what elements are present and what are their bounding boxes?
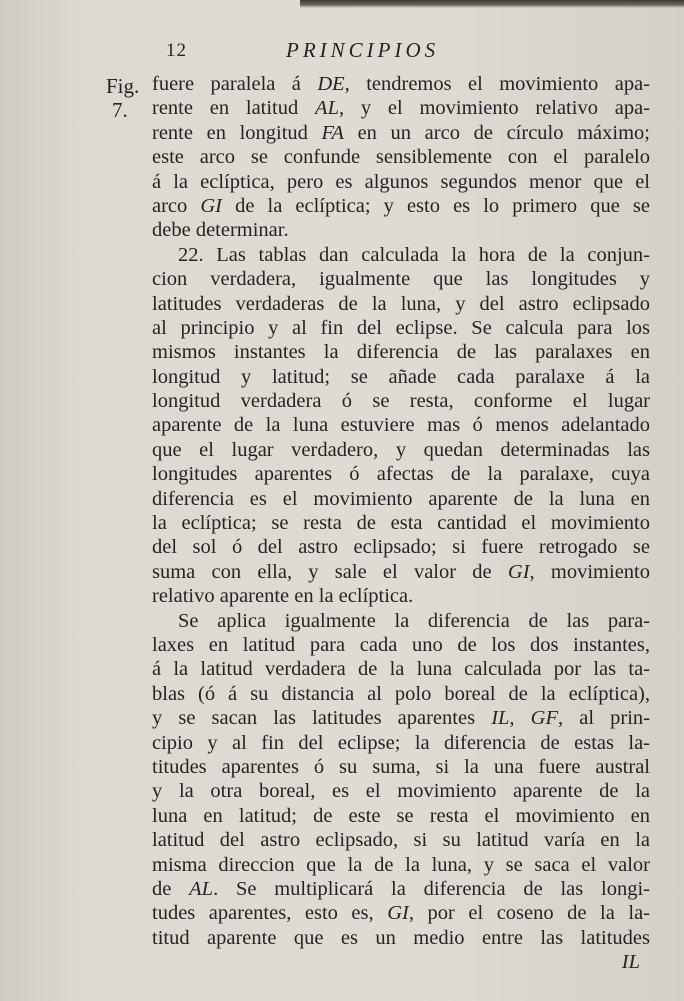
text-line: rente en longitud FA en un arco de círculo máximo; <box>152 121 650 144</box>
text-line: suma con ella, y sale el valor de GI, movimiento <box>152 560 650 583</box>
text-line: latitudes verdaderas de la luna, y del astro eclipsado <box>152 292 650 315</box>
text-line: longitudes aparentes ó afectas de la paralaxe, cuya <box>152 463 650 486</box>
page-top-edge <box>300 0 684 8</box>
text-line: misma direccion que la de la luna, y se saca el valor <box>152 853 650 876</box>
text-line: Se aplica igualmente la diferencia de las para- <box>178 609 650 632</box>
text-line: y la otra boreal, es el movimiento aparente de la <box>152 780 650 803</box>
text-line: titudes aparentes ó su suma, si la una fuere austral <box>152 755 650 778</box>
text-line: al principio y al fin del eclipse. Se calcula para los <box>152 316 650 339</box>
text-line: luna en latitud; de este se resta el movimiento en <box>152 804 650 827</box>
text-line: blas (ó á su distancia al polo boreal de la eclíptica), <box>152 682 650 705</box>
figure-reference <box>106 74 152 122</box>
text-line: titud aparente que es un medio entre las latitudes <box>152 926 650 949</box>
text-line: rente en latitud AL, y el movimiento relativo apa- <box>152 97 651 120</box>
figure-number: 7. <box>112 98 128 122</box>
text-line: laxes en latitud para cada uno de los dos instantes, <box>152 633 650 656</box>
text-line: á la latitud verdadera de la luna calculada por las ta- <box>152 658 650 681</box>
text-line: y se sacan las latitudes aparentes IL, GF, al prin- <box>152 707 651 730</box>
text-line: la eclíptica; se resta de esta cantidad el movimiento <box>152 512 650 535</box>
body-text <box>152 72 650 974</box>
page-header <box>0 38 684 68</box>
text-line: de AL. Se multiplicará la diferencia de las longi- <box>152 877 650 900</box>
text-line: del sol ó del astro eclipsado; si fuere retrogado se <box>152 536 650 559</box>
text-line: diferencia es el movimiento aparente de la luna en <box>152 487 650 510</box>
text-line: 22. Las tablas dan calculada la hora de la conjun- <box>178 243 650 266</box>
text-line: mismos instantes la diferencia de las paralaxes en <box>152 341 650 364</box>
text-line: cion verdadera, igualmente que las longitudes y <box>152 268 650 291</box>
text-line: á la eclíptica, pero es algunos segundos menor que el <box>152 170 650 193</box>
text-line: cipio y al fin del eclipse; la diferencia de estas la- <box>152 731 650 754</box>
text-line: que el lugar verdadero, y quedan determinadas las <box>152 438 650 461</box>
text-line: este arco se confunde sensiblemente con el paralelo <box>152 146 650 169</box>
text-line: debe determinar. <box>152 219 289 242</box>
text-line: fuere paralela á DE, tendremos el movimiento apa- <box>152 73 650 95</box>
text-line: longitud y latitud; se añade cada paralaxe á la <box>152 365 650 388</box>
figure-label: Fig. <box>106 74 140 98</box>
text-line: tudes aparentes, esto es, GI, por el coseno de la la- <box>152 902 650 925</box>
text-line: longitud verdadera ó se resta, conforme el lugar <box>152 390 650 413</box>
text-line: aparente de la luna estuviere mas ó menos adelantado <box>152 414 650 437</box>
text-line: relativo aparente en la eclíptica. <box>152 585 414 608</box>
text-line: latitud del astro eclipsado, si su latitud varía en la <box>152 829 650 852</box>
page-number: 12 <box>166 40 187 61</box>
running-head: PRINCIPIOS <box>286 38 440 62</box>
text-line: arco GI de la eclíptica; y esto es lo primero que se <box>152 194 650 217</box>
text-line: IL <box>621 951 640 974</box>
